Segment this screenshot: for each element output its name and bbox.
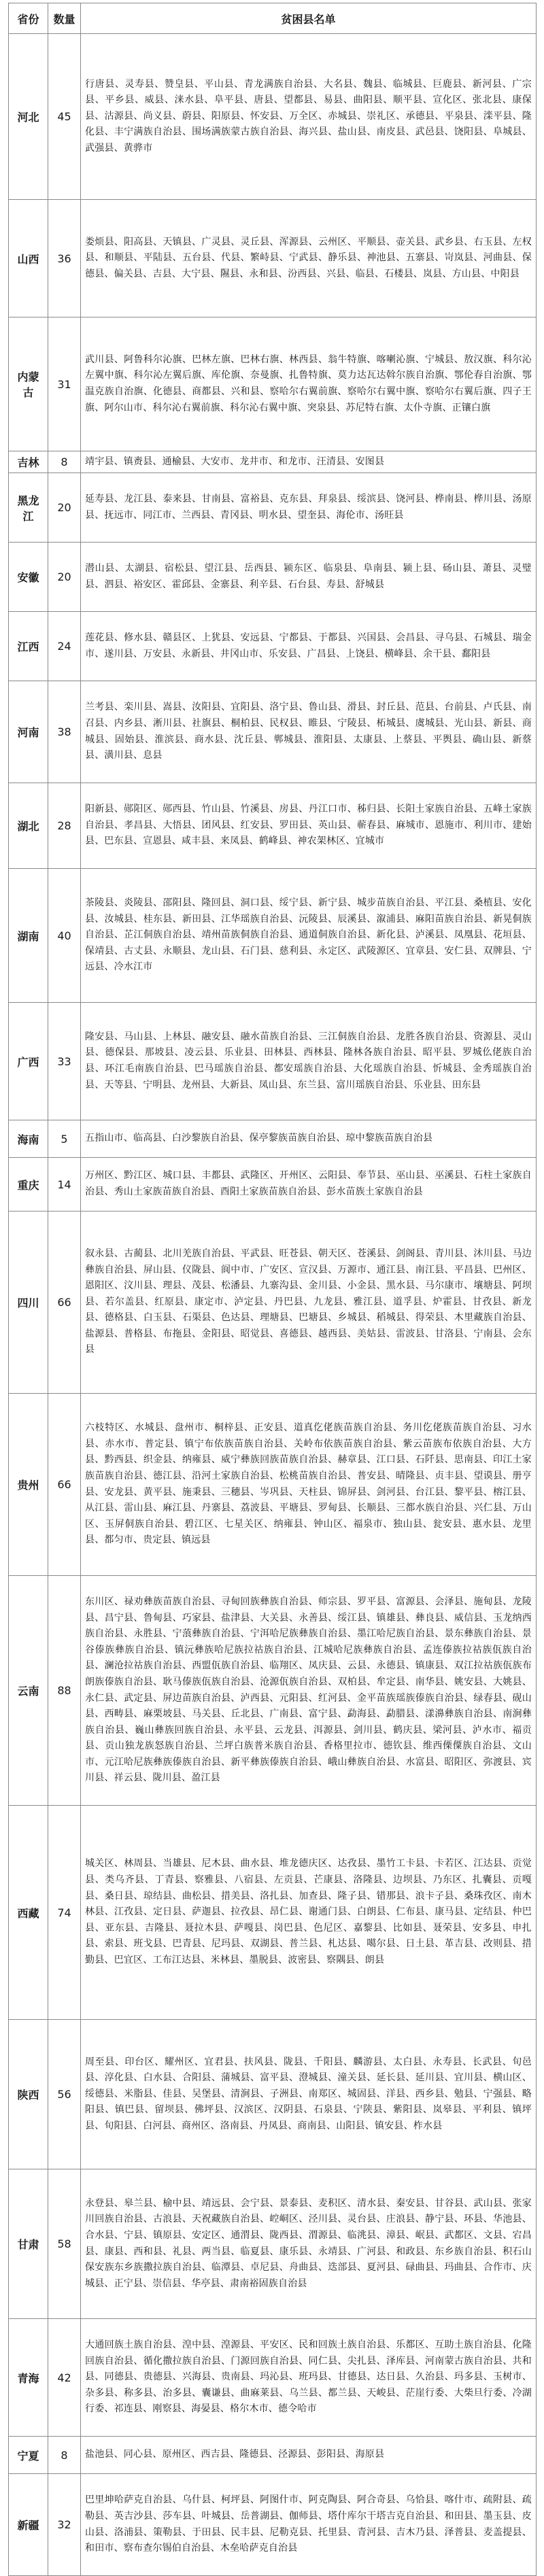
province-cell: 湖北 [9, 783, 48, 869]
county-list-cell: 盐池县、同心县、原州区、西吉县、隆德县、泾源县、彭阳县、海原县 [81, 2437, 537, 2474]
county-count-cell: 56 [48, 2020, 81, 2169]
table-row-hebei [9, 34, 537, 200]
table-row-gansu [9, 2169, 537, 2319]
county-list-cell: 靖宇县、镇赉县、通榆县、大安市、龙井市、和龙市、汪清县、安图县 [81, 451, 537, 473]
table-row-guangxi [9, 1003, 537, 1120]
table-row-neimenggu [9, 317, 537, 451]
province-cell: 吉林 [9, 451, 48, 473]
table-row-yunnan [9, 1576, 537, 1806]
county-list-cell: 娄烦县、阳高县、天镇县、广灵县、灵丘县、浑源县、云州区、平顺县、壶关县、武乡县、右玉县、左权县、和顺县、平陆县、五台县、代县、繁峙县、宁武县、静乐县、神池县、五寨县、岢岚县、河曲县、保德县、偏关县、吉县、大宁县、隰县、永和县、汾西县、兴县、临县、石楼县、岚县、方山县、中阳县 [81, 200, 537, 317]
county-count-cell: 74 [48, 1806, 81, 2020]
province-cell: 河北 [9, 34, 48, 200]
poverty-county-table [8, 3, 537, 2576]
county-count-cell: 8 [48, 451, 81, 473]
province-cell: 四川 [9, 1212, 48, 1394]
county-count-cell: 45 [48, 34, 81, 200]
header-count: 数量 [48, 3, 81, 34]
county-count-cell: 20 [48, 473, 81, 543]
table-row-anhui [9, 543, 537, 612]
county-list-cell: 隆安县、马山县、上林县、融安县、融水苗族自治县、三江侗族自治县、龙胜各族自治县、资源县、灵山县、德保县、那坡县、凌云县、乐业县、田林县、西林县、隆林各族自治县、昭平县、罗城仫佬族自治县、环江毛南族自治县、巴马瑶族自治县、都安瑶族自治县、大化瑶族自治县、忻城县、金秀瑶族自治县、天等县、宁明县、龙州县、大新县、凤山县、东兰县、富川瑶族自治县、乐业县、田东县 [81, 1003, 537, 1120]
county-count-cell: 42 [48, 2319, 81, 2437]
county-list-cell: 茶陵县、炎陵县、邵阳县、隆回县、洞口县、绥宁县、新宁县、城步苗族自治县、平江县、桑植县、安化县、汝城县、桂东县、新田县、江华瑶族自治县、沅陵县、辰溪县、溆浦县、麻阳苗族自治县、新晃侗族自治县、芷江侗族自治县、靖州苗族侗族自治县、通道侗族自治县、新化县、泸溪县、凤凰县、花垣县、保靖县、古丈县、永顺县、龙山县、石门县、慈利县、永定区、武陵源区、宜章县、安仁县、双牌县、宁远县、冷水江市 [81, 869, 537, 1003]
table-row-xinjiang [9, 2474, 537, 2576]
province-cell: 新疆 [9, 2474, 48, 2576]
table-row-heilongjiang [9, 473, 537, 543]
county-list-cell: 五指山市、临高县、白沙黎族自治县、保亭黎族苗族自治县、琼中黎族苗族自治县 [81, 1120, 537, 1158]
county-list-cell: 大通回族土族自治县、湟中县、湟源县、平安区、民和回族土族自治县、乐都区、互助土族自治县、化隆回族自治县、循化撒拉族自治县、门源回族自治县、同仁县、尖扎县、泽库县、河南蒙古族自治县、共和县、同德县、贵德县、兴海县、贵南县、玛沁县、班玛县、甘德县、达日县、久治县、玛多县、玉树市、杂多县、称多县、治多县、囊谦县、曲麻莱县、乌兰县、都兰县、天峻县、茫崖行委、大柴旦行委、冷湖行委、祁连县、刚察县、海晏县、格尔木市、德令哈市 [81, 2319, 537, 2437]
table-body [9, 34, 537, 2576]
table-row-shanxi [9, 200, 537, 317]
county-list-cell: 武川县、阿鲁科尔沁旗、巴林左旗、巴林右旗、林西县、翁牛特旗、喀喇沁旗、宁城县、敖汉旗、科尔沁左翼中旗、科尔沁左翼后旗、库伦旗、奈曼旗、扎鲁特旗、莫力达瓦达斡尔族自治旗、鄂伦春自治旗、鄂温克族自治旗、化德县、商都县、兴和县、察哈尔右翼前旗、察哈尔右翼中旗、察哈尔右翼后旗、四子王旗、阿尔山市、科尔沁右翼前旗、科尔沁右翼中旗、突泉县、苏尼特右旗、太仆寺旗、正镶白旗 [81, 317, 537, 451]
county-count-cell: 66 [48, 1394, 81, 1576]
province-cell: 青海 [9, 2319, 48, 2437]
province-cell: 江西 [9, 612, 48, 681]
county-list-cell: 潜山县、太湖县、宿松县、望江县、岳西县、颍东区、临泉县、阜南县、颍上县、砀山县、萧县、灵璧县、泗县、裕安区、霍邱县、金寨县、利辛县、石台县、寿县、舒城县 [81, 543, 537, 612]
table-row-ningxia [9, 2437, 537, 2474]
province-cell: 内蒙古 [9, 317, 48, 451]
county-count-cell: 28 [48, 783, 81, 869]
county-list-cell: 阳新县、郧阳区、郧西县、竹山县、竹溪县、房县、丹江口市、秭归县、长阳土家族自治县、五峰土家族自治县、孝昌县、大悟县、团风县、红安县、罗田县、英山县、蕲春县、麻城市、恩施市、利川市、建始县、巴东县、宣恩县、咸丰县、来凤县、鹤峰县、神农架林区、宜城市 [81, 783, 537, 869]
poverty-county-table-container [8, 3, 536, 2576]
county-count-cell: 36 [48, 200, 81, 317]
county-count-cell: 20 [48, 543, 81, 612]
table-row-henan [9, 681, 537, 783]
table-row-qinghai [9, 2319, 537, 2437]
county-list-cell: 六枝特区、水城县、盘州市、桐梓县、正安县、道真仡佬族苗族自治县、务川仡佬族苗族自治县、习水县、赤水市、普定县、镇宁布依族苗族自治县、关岭布依族苗族自治县、紫云苗族布依族自治县、大方县、黔西县、织金县、纳雍县、威宁彝族回族苗族自治县、赫章县、江口县、石阡县、思南县、印江土家族苗族自治县、德江县、沿河土家族自治县、松桃苗族自治县、普安县、晴隆县、贞丰县、望谟县、册亨县、安龙县、黄平县、施秉县、三穗县、岑巩县、天柱县、锦屏县、剑河县、台江县、黎平县、榕江县、从江县、雷山县、麻江县、丹寨县、荔波县、平塘县、罗甸县、长顺县、三都水族自治县、兴仁县、万山区、玉屏侗族自治县、碧江区、七星关区、纳雍县、钟山区、福泉市、独山县、瓮安县、惠水县、龙里县、都匀市、贵定县、镇远县 [81, 1394, 537, 1576]
province-cell: 安徽 [9, 543, 48, 612]
county-list-cell: 万州区、黔江区、城口县、丰都县、武隆区、开州区、云阳县、奉节县、巫山县、巫溪县、石柱土家族自治县、秀山土家族苗族自治县、酉阳土家族苗族自治县、彭水苗族土家族自治县 [81, 1158, 537, 1212]
county-count-cell: 58 [48, 2169, 81, 2319]
province-cell: 甘肃 [9, 2169, 48, 2319]
county-list-cell: 永登县、皋兰县、榆中县、靖远县、会宁县、景泰县、麦积区、清水县、秦安县、甘谷县、武山县、张家川回族自治县、古浪县、天祝藏族自治县、崆峒区、泾川县、灵台县、庄浪县、静宁县、环县、华池县、合水县、宁县、镇原县、安定区、通渭县、陇西县、渭源县、临洮县、漳县、岷县、武都区、文县、宕昌县、康县、西和县、礼县、两当县、临夏县、康乐县、永靖县、广河县、和政县、东乡族自治县、积石山保安族东乡族撒拉族自治县、临潭县、卓尼县、舟曲县、迭部县、夏河县、碌曲县、玛曲县、合作市、庆城县、正宁县、崇信县、华亭县、肃南裕固族自治县 [81, 2169, 537, 2319]
header-row [9, 3, 537, 34]
county-count-cell: 40 [48, 869, 81, 1003]
county-list-cell: 兰考县、栾川县、嵩县、汝阳县、宜阳县、洛宁县、鲁山县、滑县、封丘县、范县、台前县、卢氏县、南召县、内乡县、淅川县、社旗县、桐柏县、民权县、睢县、宁陵县、柘城县、虞城县、光山县、新县、商城县、固始县、淮滨县、商水县、沈丘县、郸城县、淮阳县、太康县、上蔡县、平舆县、确山县、新蔡县、潢川县、息县 [81, 681, 537, 783]
province-cell: 贵州 [9, 1394, 48, 1576]
county-list-cell: 延寿县、龙江县、泰来县、甘南县、富裕县、克东县、拜泉县、绥滨县、饶河县、桦南县、桦川县、汤原县、抚远市、同江市、兰西县、青冈县、明水县、望奎县、海伦市、汤旺县 [81, 473, 537, 543]
province-cell: 黑龙江 [9, 473, 48, 543]
province-cell: 西藏 [9, 1806, 48, 2020]
table-row-hubei [9, 783, 537, 869]
header-province: 省份 [9, 3, 48, 34]
table-row-chongqing [9, 1158, 537, 1212]
table-row-jiangxi [9, 612, 537, 681]
county-count-cell: 24 [48, 612, 81, 681]
province-cell: 广西 [9, 1003, 48, 1120]
table-header [9, 3, 537, 34]
province-cell: 海南 [9, 1120, 48, 1158]
county-count-cell: 88 [48, 1576, 81, 1806]
county-list-cell: 行唐县、灵寿县、赞皇县、平山县、青龙满族自治县、大名县、魏县、临城县、巨鹿县、新河县、广宗县、平乡县、威县、涞水县、阜平县、唐县、望都县、易县、曲阳县、顺平县、宣化区、张北县、康保县、沽源县、尚义县、蔚县、阳原县、怀安县、万全区、赤城县、崇礼区、承德县、平泉县、滦平县、隆化县、丰宁满族自治县、围场满族蒙古族自治县、海兴县、盐山县、南皮县、武邑县、饶阳县、阜城县、武强县、黄骅市 [81, 34, 537, 200]
header-county-list: 贫困县名单 [81, 3, 537, 34]
province-cell: 湖南 [9, 869, 48, 1003]
county-list-cell: 城关区、林周县、当雄县、尼木县、曲水县、堆龙德庆区、达孜县、墨竹工卡县、卡若区、江达县、贡觉县、类乌齐县、丁青县、察雅县、八宿县、左贡县、芒康县、洛隆县、边坝县、乃东区、扎囊县、贡嘎县、桑日县、琼结县、曲松县、措美县、洛扎县、加查县、隆子县、错那县、浪卡子县、桑珠孜区、南木林县、江孜县、定日县、萨迦县、拉孜县、昂仁县、谢通门县、白朗县、仁布县、康马县、定结县、仲巴县、亚东县、吉隆县、聂拉木县、萨嘎县、岗巴县、色尼区、嘉黎县、比如县、聂荣县、安多县、申扎县、索县、班戈县、巴青县、尼玛县、双湖县、普兰县、札达县、噶尔县、日土县、革吉县、改则县、措勤县、巴宜区、工布江达县、米林县、墨脱县、波密县、察隅县、朗县 [81, 1806, 537, 2020]
table-row-hunan [9, 869, 537, 1003]
province-cell: 宁夏 [9, 2437, 48, 2474]
county-list-cell: 巴里坤哈萨克自治县、乌什县、柯坪县、阿图什市、阿克陶县、阿合奇县、乌恰县、喀什市、疏附县、疏勒县、英吉沙县、莎车县、叶城县、岳普湖县、伽师县、塔什库尔干塔吉克自治县、和田县、墨玉县、皮山县、洛浦县、策勒县、于田县、民丰县、尼勒克县、托里县、青河县、吉木乃县、泽普县、麦盖提县、和田市、察布查尔锡伯自治县、木垒哈萨克自治县 [81, 2474, 537, 2576]
province-cell: 云南 [9, 1576, 48, 1806]
county-list-cell: 叙永县、古蔺县、北川羌族自治县、平武县、旺苍县、朝天区、苍溪县、剑阁县、青川县、沐川县、马边彝族自治县、屏山县、仪陇县、阆中市、广安区、宣汉县、万源市、通江县、南江县、平昌县、巴州区、恩阳区、汶川县、理县、茂县、松潘县、九寨沟县、金川县、小金县、黑水县、马尔康市、壤塘县、阿坝县、若尔盖县、红原县、康定市、泸定县、丹巴县、九龙县、雅江县、道孚县、炉霍县、甘孜县、新龙县、德格县、白玉县、石渠县、色达县、理塘县、巴塘县、乡城县、稻城县、得荣县、木里藏族自治县、盐源县、普格县、布拖县、金阳县、昭觉县、喜德县、越西县、美姑县、雷波县、甘洛县、宁南县、会东县 [81, 1212, 537, 1394]
province-cell: 重庆 [9, 1158, 48, 1212]
table-row-xizang [9, 1806, 537, 2020]
county-count-cell: 32 [48, 2474, 81, 2576]
county-list-cell: 东川区、禄劝彝族苗族自治县、寻甸回族彝族自治县、师宗县、罗平县、富源县、会泽县、施甸县、龙陵县、昌宁县、鲁甸县、巧家县、盐津县、大关县、永善县、绥江县、镇雄县、彝良县、威信县、玉龙纳西族自治县、永胜县、宁蒗彝族自治县、宁洱哈尼族彝族自治县、墨江哈尼族自治县、景东彝族自治县、景谷傣族彝族自治县、镇沅彝族哈尼族拉祜族自治县、江城哈尼族彝族自治县、孟连傣族拉祜族佤族自治县、澜沧拉祜族自治县、西盟佤族自治县、临翔区、凤庆县、云县、永德县、镇康县、双江拉祜族佤族布朗族傣族自治县、耿马傣族佤族自治县、沧源佤族自治县、双柏县、牟定县、南华县、姚安县、大姚县、永仁县、武定县、屏边苗族自治县、泸西县、元阳县、红河县、金平苗族瑶族傣族自治县、绿春县、砚山县、西畴县、麻栗坡县、马关县、丘北县、广南县、富宁县、勐海县、勐腊县、漾濞彝族自治县、南涧彝族自治县、巍山彝族回族自治县、永平县、云龙县、洱源县、剑川县、鹤庆县、梁河县、泸水市、福贡县、贡山独龙族怒族自治县、兰坪白族普米族自治县、香格里拉市、德钦县、维西傈僳族自治县、文山市、元江哈尼族彝族傣族自治县、新平彝族傣族自治县、峨山彝族自治县、水富县、昭阳区、弥渡县、宾川县、祥云县、陇川县、盈江县 [81, 1576, 537, 1806]
table-row-sichuan [9, 1212, 537, 1394]
county-count-cell: 38 [48, 681, 81, 783]
table-row-jilin [9, 451, 537, 473]
province-cell: 陕西 [9, 2020, 48, 2169]
county-count-cell: 33 [48, 1003, 81, 1120]
county-count-cell: 66 [48, 1212, 81, 1394]
county-list-cell: 周至县、印台区、耀州区、宜君县、扶风县、陇县、千阳县、麟游县、太白县、永寿县、长武县、旬邑县、淳化县、白水县、合阳县、蒲城县、富平县、澄城县、潼关县、延长县、延川县、宜川县、横山区、绥德县、米脂县、佳县、吴堡县、清涧县、子洲县、南郑区、城固县、洋县、西乡县、勉县、宁强县、略阳县、镇巴县、留坝县、佛坪县、汉滨区、汉阴县、石泉县、宁陕县、紫阳县、岚皋县、平利县、镇坪县、旬阳县、白河县、商州区、洛南县、丹凤县、商南县、山阳县、镇安县、柞水县 [81, 2020, 537, 2169]
table-row-guizhou [9, 1394, 537, 1576]
province-cell: 河南 [9, 681, 48, 783]
county-list-cell: 莲花县、修水县、赣县区、上犹县、安远县、宁都县、于都县、兴国县、会昌县、寻乌县、石城县、瑞金市、遂川县、万安县、永新县、井冈山市、乐安县、广昌县、上饶县、横峰县、余干县、鄱阳县 [81, 612, 537, 681]
county-count-cell: 8 [48, 2437, 81, 2474]
province-cell: 山西 [9, 200, 48, 317]
table-row-shaanxi [9, 2020, 537, 2169]
county-count-cell: 14 [48, 1158, 81, 1212]
table-row-hainan [9, 1120, 537, 1158]
county-count-cell: 5 [48, 1120, 81, 1158]
county-count-cell: 31 [48, 317, 81, 451]
